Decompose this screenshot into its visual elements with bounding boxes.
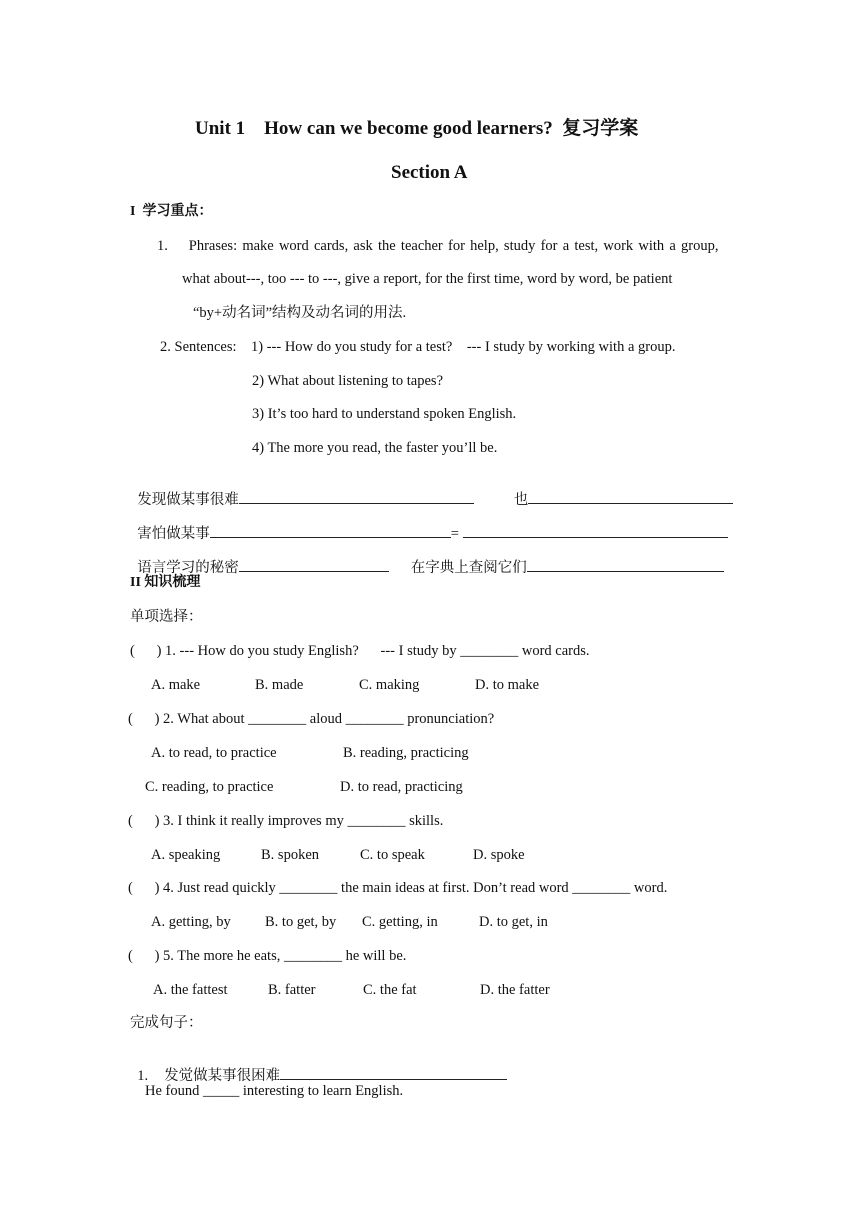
item-number: 1. <box>137 1067 149 1084</box>
answer-blank[interactable] <box>280 1065 507 1080</box>
fill-row-1 <box>130 474 733 507</box>
phrases-line-3: “by+动名词”结构及动名词的用法. <box>193 305 407 321</box>
question-5: ( ) 5. The more he eats, ________ he will be. <box>128 948 407 964</box>
page-subtitle: Section A <box>391 162 468 183</box>
option[interactable]: A. make <box>151 677 201 693</box>
sentences-line-2: 2) What about listening to tapes? <box>252 373 444 389</box>
fill-label: 语言学习的秘密 <box>137 559 239 576</box>
option[interactable]: A. speaking <box>151 847 221 863</box>
complete-item-1-sentence: He found _____ interesting to learn English. <box>145 1083 404 1099</box>
question-2: ( ) 2. What about ________ aloud ________ pronunciation? <box>128 711 495 727</box>
complete-item-1 <box>130 1050 507 1083</box>
answer-blank[interactable] <box>239 489 474 504</box>
option[interactable]: C. reading, to practice <box>145 779 274 795</box>
phrases-line-1: 1. Phrases: make word cards, ask the teacher for help, study for a test, work with a group, <box>157 238 719 254</box>
option[interactable]: D. to make <box>475 677 540 693</box>
fill-label: 也 <box>513 491 529 508</box>
complete-sentences-heading: 完成句子： <box>130 1015 203 1031</box>
option[interactable]: D. spoke <box>473 847 525 863</box>
option[interactable]: B. reading, practicing <box>343 745 469 761</box>
option[interactable]: C. getting, in <box>362 914 438 930</box>
multiple-choice-heading: 单项选择： <box>130 609 203 625</box>
sentences-line-4: 4) The more you read, the faster you’ll be. <box>252 440 498 456</box>
section-heading-key-points: I 学习重点： <box>130 204 213 219</box>
answer-blank[interactable] <box>463 523 728 538</box>
option[interactable]: B. spoken <box>261 847 319 863</box>
option[interactable]: A. to read, to practice <box>151 745 277 761</box>
equals-sign: = <box>450 525 459 542</box>
option[interactable]: C. the fat <box>363 982 417 998</box>
option[interactable]: A. the fattest <box>153 982 228 998</box>
question-3: ( ) 3. I think it really improves my ________ skills. <box>128 813 444 829</box>
fill-row-2 <box>130 508 728 541</box>
answer-blank[interactable] <box>527 557 724 572</box>
option[interactable]: C. to speak <box>360 847 425 863</box>
answer-blank[interactable] <box>528 489 733 504</box>
option[interactable]: D. to read, practicing <box>340 779 463 795</box>
sentences-line-3: 3) It’s too hard to understand spoken English. <box>252 406 517 422</box>
question-1: ( ) 1. --- How do you study English? --- I study by ________ word cards. <box>130 643 590 659</box>
option[interactable]: A. getting, by <box>151 914 231 930</box>
option[interactable]: D. the fatter <box>480 982 550 998</box>
answer-blank[interactable] <box>210 523 451 538</box>
sentences-line-1: 2. Sentences: 1) --- How do you study for a test? --- I study by working with a group. <box>160 339 676 355</box>
section-heading-knowledge: II 知识梳理 <box>130 575 201 590</box>
fill-label: 害怕做某事 <box>137 525 210 542</box>
option[interactable]: B. made <box>255 677 304 693</box>
option[interactable]: B. to get, by <box>265 914 337 930</box>
page-title: Unit 1 How can we become good learners? 复习学案 <box>195 118 639 139</box>
option[interactable]: D. to get, in <box>479 914 548 930</box>
question-4: ( ) 4. Just read quickly ________ the main ideas at first. Don’t read word ________ word. <box>128 880 668 896</box>
fill-label: 发现做某事很难 <box>137 491 239 508</box>
option[interactable]: C. making <box>359 677 420 693</box>
fill-row-3 <box>130 542 724 575</box>
answer-blank[interactable] <box>239 557 389 572</box>
item-prompt: 发觉做某事很困难 <box>164 1067 281 1084</box>
fill-label: 在字典上查阅它们 <box>410 559 527 576</box>
option[interactable]: B. fatter <box>268 982 316 998</box>
phrases-line-2: what about---, too --- to ---, give a report, for the first time, word by word, be patient <box>182 271 673 287</box>
